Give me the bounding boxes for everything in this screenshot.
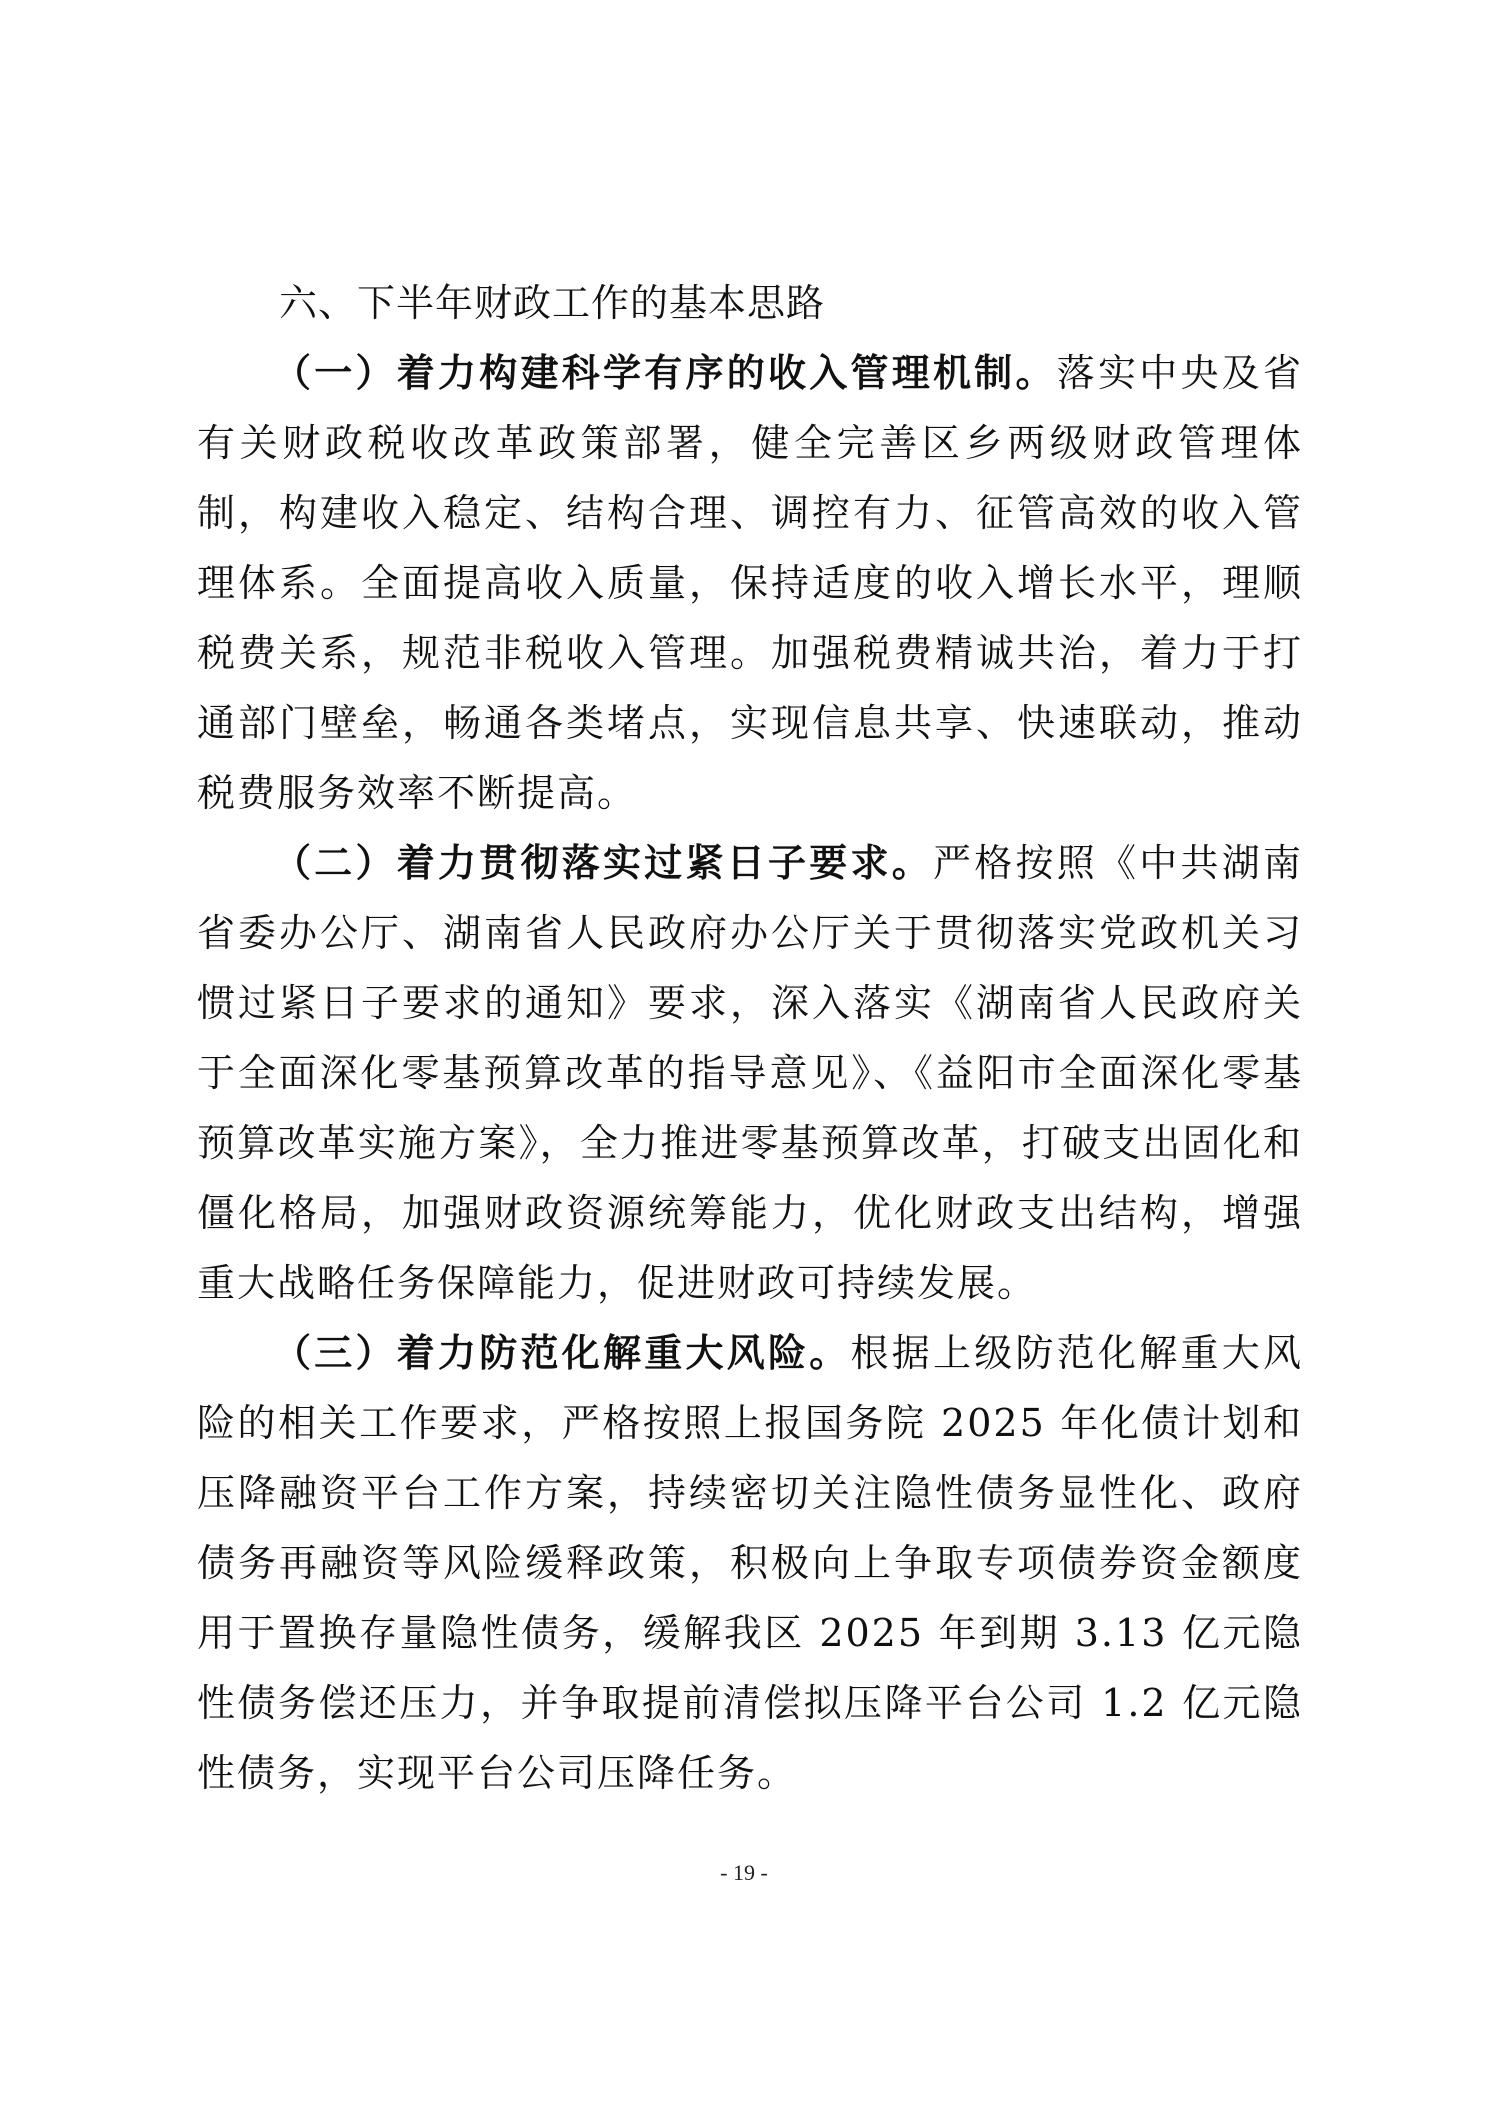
paragraph-lead: （三）着力防范化解重大风险。 [273,1330,851,1375]
paragraph-body: 根据上级防范化解重大风险的相关工作要求，严格按照上报国务院 2025 年化债计划和压降融资平台工作方案，持续密切关注隐性债务显性化、政府债务再融资等风险缓释政策，积极向上争取专项债券资金额度用于置换存量隐性债务，缓解我区 2025 年到期 3.13 亿元隐性债务偿还压力，并争取提前清偿拟压降平台公司 1.2 亿元隐性债务，实现平台公司压降任务。 [197,1331,1303,1795]
page-content [197,268,1303,1808]
paragraph-body: 落实中央及省有关财政税收改革政策部署，健全完善区乡两级财政管理体制，构建收入稳定、结构合理、调控有力、征管高效的收入管理体系。全面提高收入质量，保持适度的收入增长水平，理顺税费关系，规范非税收入管理。加强税费精诚共治，着力于打通部门壁垒，畅通各类堵点，实现信息共享、快速联动，推动税费服务效率不断提高。 [197,351,1303,815]
paragraph-body: 严格按照《中共湖南省委办公厅、湖南省人民政府办公厅关于贯彻落实党政机关习惯过紧日子要求的通知》要求，深入落实《湖南省人民政府关于全面深化零基预算改革的指导意见》、《益阳市全面深化零基预算改革实施方案》，全力推进零基预算改革，打破支出固化和僵化格局，加强财政资源统筹能力，优化财政支出结构，增强重大战略任务保障能力，促进财政可持续发展。 [197,841,1303,1305]
section-heading: 六、下半年财政工作的基本思路 [279,281,826,325]
paragraph-lead: （一）着力构建科学有序的收入管理机制。 [273,350,1057,395]
paragraph-risk-prevention [197,1318,1303,1808]
paragraph-lead: （二）着力贯彻落实过紧日子要求。 [273,840,933,885]
paragraph-austerity [197,828,1303,1318]
page-number: - 19 - [720,1860,768,1885]
paragraph-income-management [197,338,1303,828]
